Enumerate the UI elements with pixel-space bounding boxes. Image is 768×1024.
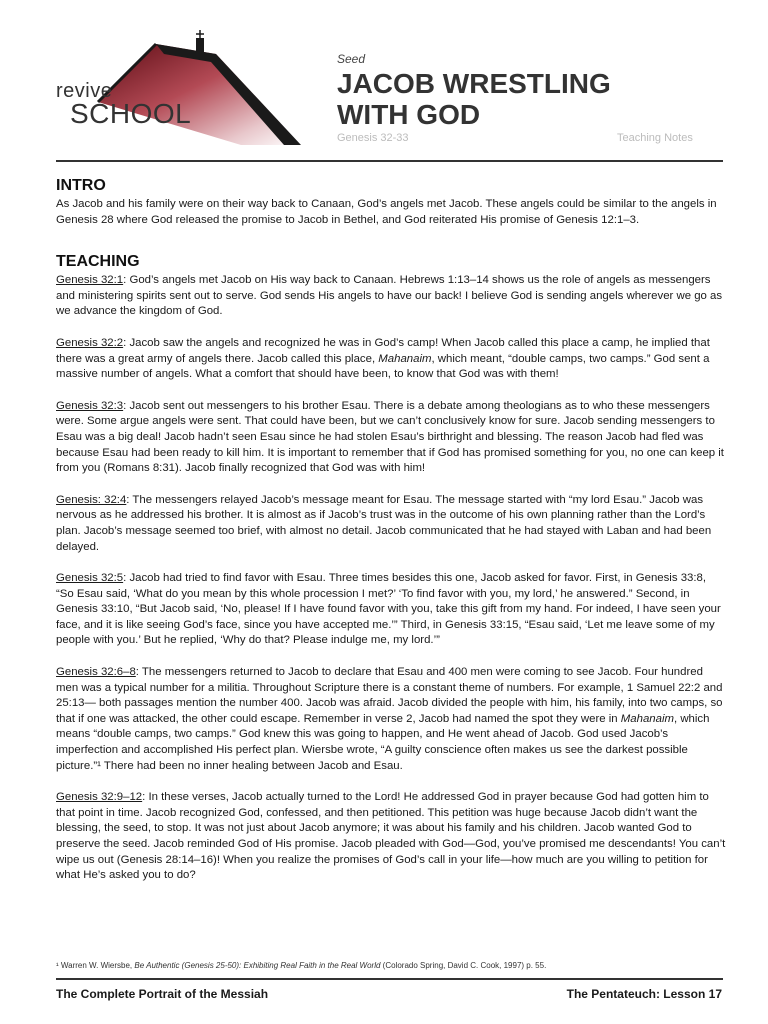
- teaching-paragraphs: [56, 273, 726, 884]
- paragraph-italic-term: Mahanaim: [620, 712, 674, 725]
- footnote-text-a: ¹ Warren W. Wiersbe,: [56, 961, 135, 970]
- paragraph-text: : In these verses, Jacob actually turned to the Lord! He addressed God in prayer because God had gotten him to that point in time. Jacob recognized God, confessed, and then petitioned. This petition was huge because Jacob didn’t want the blessing, the seed, to stop. It was not just about Jacob anymore; it was about his family and his children. Jacob wanted God to preserve the seed. Jacob reminded God of His promise. Jacob pleaded with God—God, you’ve promised me descendants! You can’t wipe us out (Genesis 28:14–16)! When you realize the promises of God’s call in your life—how much are you willing to petition for what He’s asked you to do?: [56, 791, 726, 882]
- teaching-paragraph: [56, 790, 726, 884]
- teaching-paragraph: [56, 399, 726, 477]
- paragraph-text: : Jacob had tried to find favor with Esau. Three times besides this one, Jacob asked for favor. First, in Genesis 33:8, “So Esau said, ‘What do you mean by this whole procession I met?’ ‘To find favor with you, my lord,’ he answered.” Second, in Genesis 33:10, “But Jacob said, ‘No, please! If I have found favor with you, take this gift from my hand. For indeed, I have seen your face, and it is like seeing God’s face, since you have accepted me.’” Third, in Genesis 33:15, “Esau said, ‘Let me leave some of my people with you.’ But he replied, ‘Why do that? Please indulge me, my lord.’”: [56, 572, 721, 647]
- title-line-1: JACOB WRESTLING: [337, 68, 611, 99]
- scripture-ref: Genesis 32:3: [56, 399, 124, 412]
- paragraph-text: : The messengers returned to Jacob to declare that Esau and 400 men were coming to see Jacob. Four hundred men was a typical number for a militia. Throughout Scripture there is a constant theme of numbers. For example, 1 Samuel 22:2 and 25:13— both passages mention the number 400. Jacob was afraid. Jacob divided the people with him, his family, into two camps, so that if one was attacked, the other could escape. Remember in verse 2, Jacob had named the spot they were in: [56, 666, 723, 725]
- header-divider: [56, 160, 723, 162]
- scripture-ref: Genesis 32:6–8: [56, 666, 136, 679]
- footnote: [56, 961, 546, 970]
- paragraph-text: : Jacob sent out messengers to his brother Esau. There is a debate among theologians as to who these messengers were. Some argue angels were sent. That could have been, but we can’t conclusively know for sure. Jacob sending messengers to Esau was a big deal! Jacob hadn’t seen Esau since he had stolen Esau’s birthright and blessing. The reason Jacob had fled was because Esau had been ready to kill him. It is important to remember that if God has promised something for you, no one can keep it from you (Romans 8:31). Jacob finally recognized that God was with him!: [56, 399, 724, 475]
- footer-course-title: The Complete Portrait of the Messiah: [56, 987, 269, 1001]
- footer-divider: [56, 978, 723, 980]
- scripture-ref: Genesis 32:2: [56, 336, 124, 349]
- teaching-paragraph: [56, 493, 726, 555]
- teaching-paragraph: [56, 273, 726, 320]
- intro-heading: INTRO: [56, 177, 106, 194]
- teaching-paragraph: [56, 665, 726, 774]
- title-line-2: WITH GOD: [337, 99, 481, 130]
- teaching-paragraph: [56, 571, 726, 649]
- intro-text: As Jacob and his family were on their way back to Canaan, God’s angels met Jacob. These angels could be similar to the angels in Genesis 28 where God released the promise to Jacob in Bethel, and God reiterated His promise of Genesis 12:1–3.: [56, 198, 717, 226]
- page-title: [337, 68, 611, 130]
- teaching-notes-label: Teaching Notes: [617, 132, 693, 144]
- logo-text-revive: revive: [56, 80, 113, 102]
- paragraph-text-continued: , which meant, “double camps, two camps.” God sent a massive number of angels. What a comfort that should have been, to know that God was with them!: [56, 352, 710, 381]
- scripture-reference: Genesis 32-33: [337, 132, 409, 144]
- series-label: Seed: [337, 52, 366, 66]
- main-content: [56, 176, 726, 900]
- teaching-heading: TEACHING: [56, 253, 140, 271]
- scripture-ref: Genesis 32:9–12: [56, 791, 143, 804]
- paragraph-text: : The messengers relayed Jacob’s message meant for Esau. The message started with “my lord Esau.” Jacob was nervous as he addressed his brother. It is almost as if Jacob’s trust was in the outcome of his own planning rather than the Lord’s plan. Jacob’s message seemed too brief, with almost no detail. Jacob communicated that he had stayed with Laban and had been delayed.: [56, 493, 712, 553]
- paragraph-text: : God’s angels met Jacob on His way back to Canaan. Hebrews 1:13–14 shows us the role of angels as messengers and ministering spirits sent out to serve. God sends His angels to have our back! I believe God is sending angels wherever we go as we advance the kingdom of God.: [56, 274, 723, 318]
- paragraph-text: : Jacob saw the angels and recognized he was in God’s camp! When Jacob called this place a camp, he implied that there was a great army of angels there. Jacob called this place,: [56, 336, 710, 365]
- paragraph-italic-term: Mahanaim: [378, 352, 432, 365]
- logo-text-school: SCHOOL: [70, 98, 192, 129]
- scripture-ref: Genesis 32:5: [56, 572, 124, 585]
- footnote-book-title: Be Authentic (Genesis 25-50): Exhibiting Real Faith in the Real World: [134, 961, 381, 970]
- footnote-text-b: (Colorado Spring, David C. Cook, 1997) p. 55.: [380, 961, 547, 970]
- paragraph-text-continued: , which means “double camps, two camps.” God knew this was going to happen, and He went ahead of Jacob. God used Jacob’s imperfection and accomplished His perfect plan. Wiersbe wrote, “A guilty conscience often makes us see the darkest possible picture.”¹ There had been no inner healing between Jacob and Esau.: [56, 712, 710, 772]
- scripture-ref: Genesis 32:1: [56, 274, 124, 287]
- footer-lesson-label: The Pentateuch: Lesson 17: [566, 987, 722, 1001]
- teaching-paragraph: [56, 336, 726, 383]
- scripture-ref: Genesis: 32:4: [56, 493, 127, 506]
